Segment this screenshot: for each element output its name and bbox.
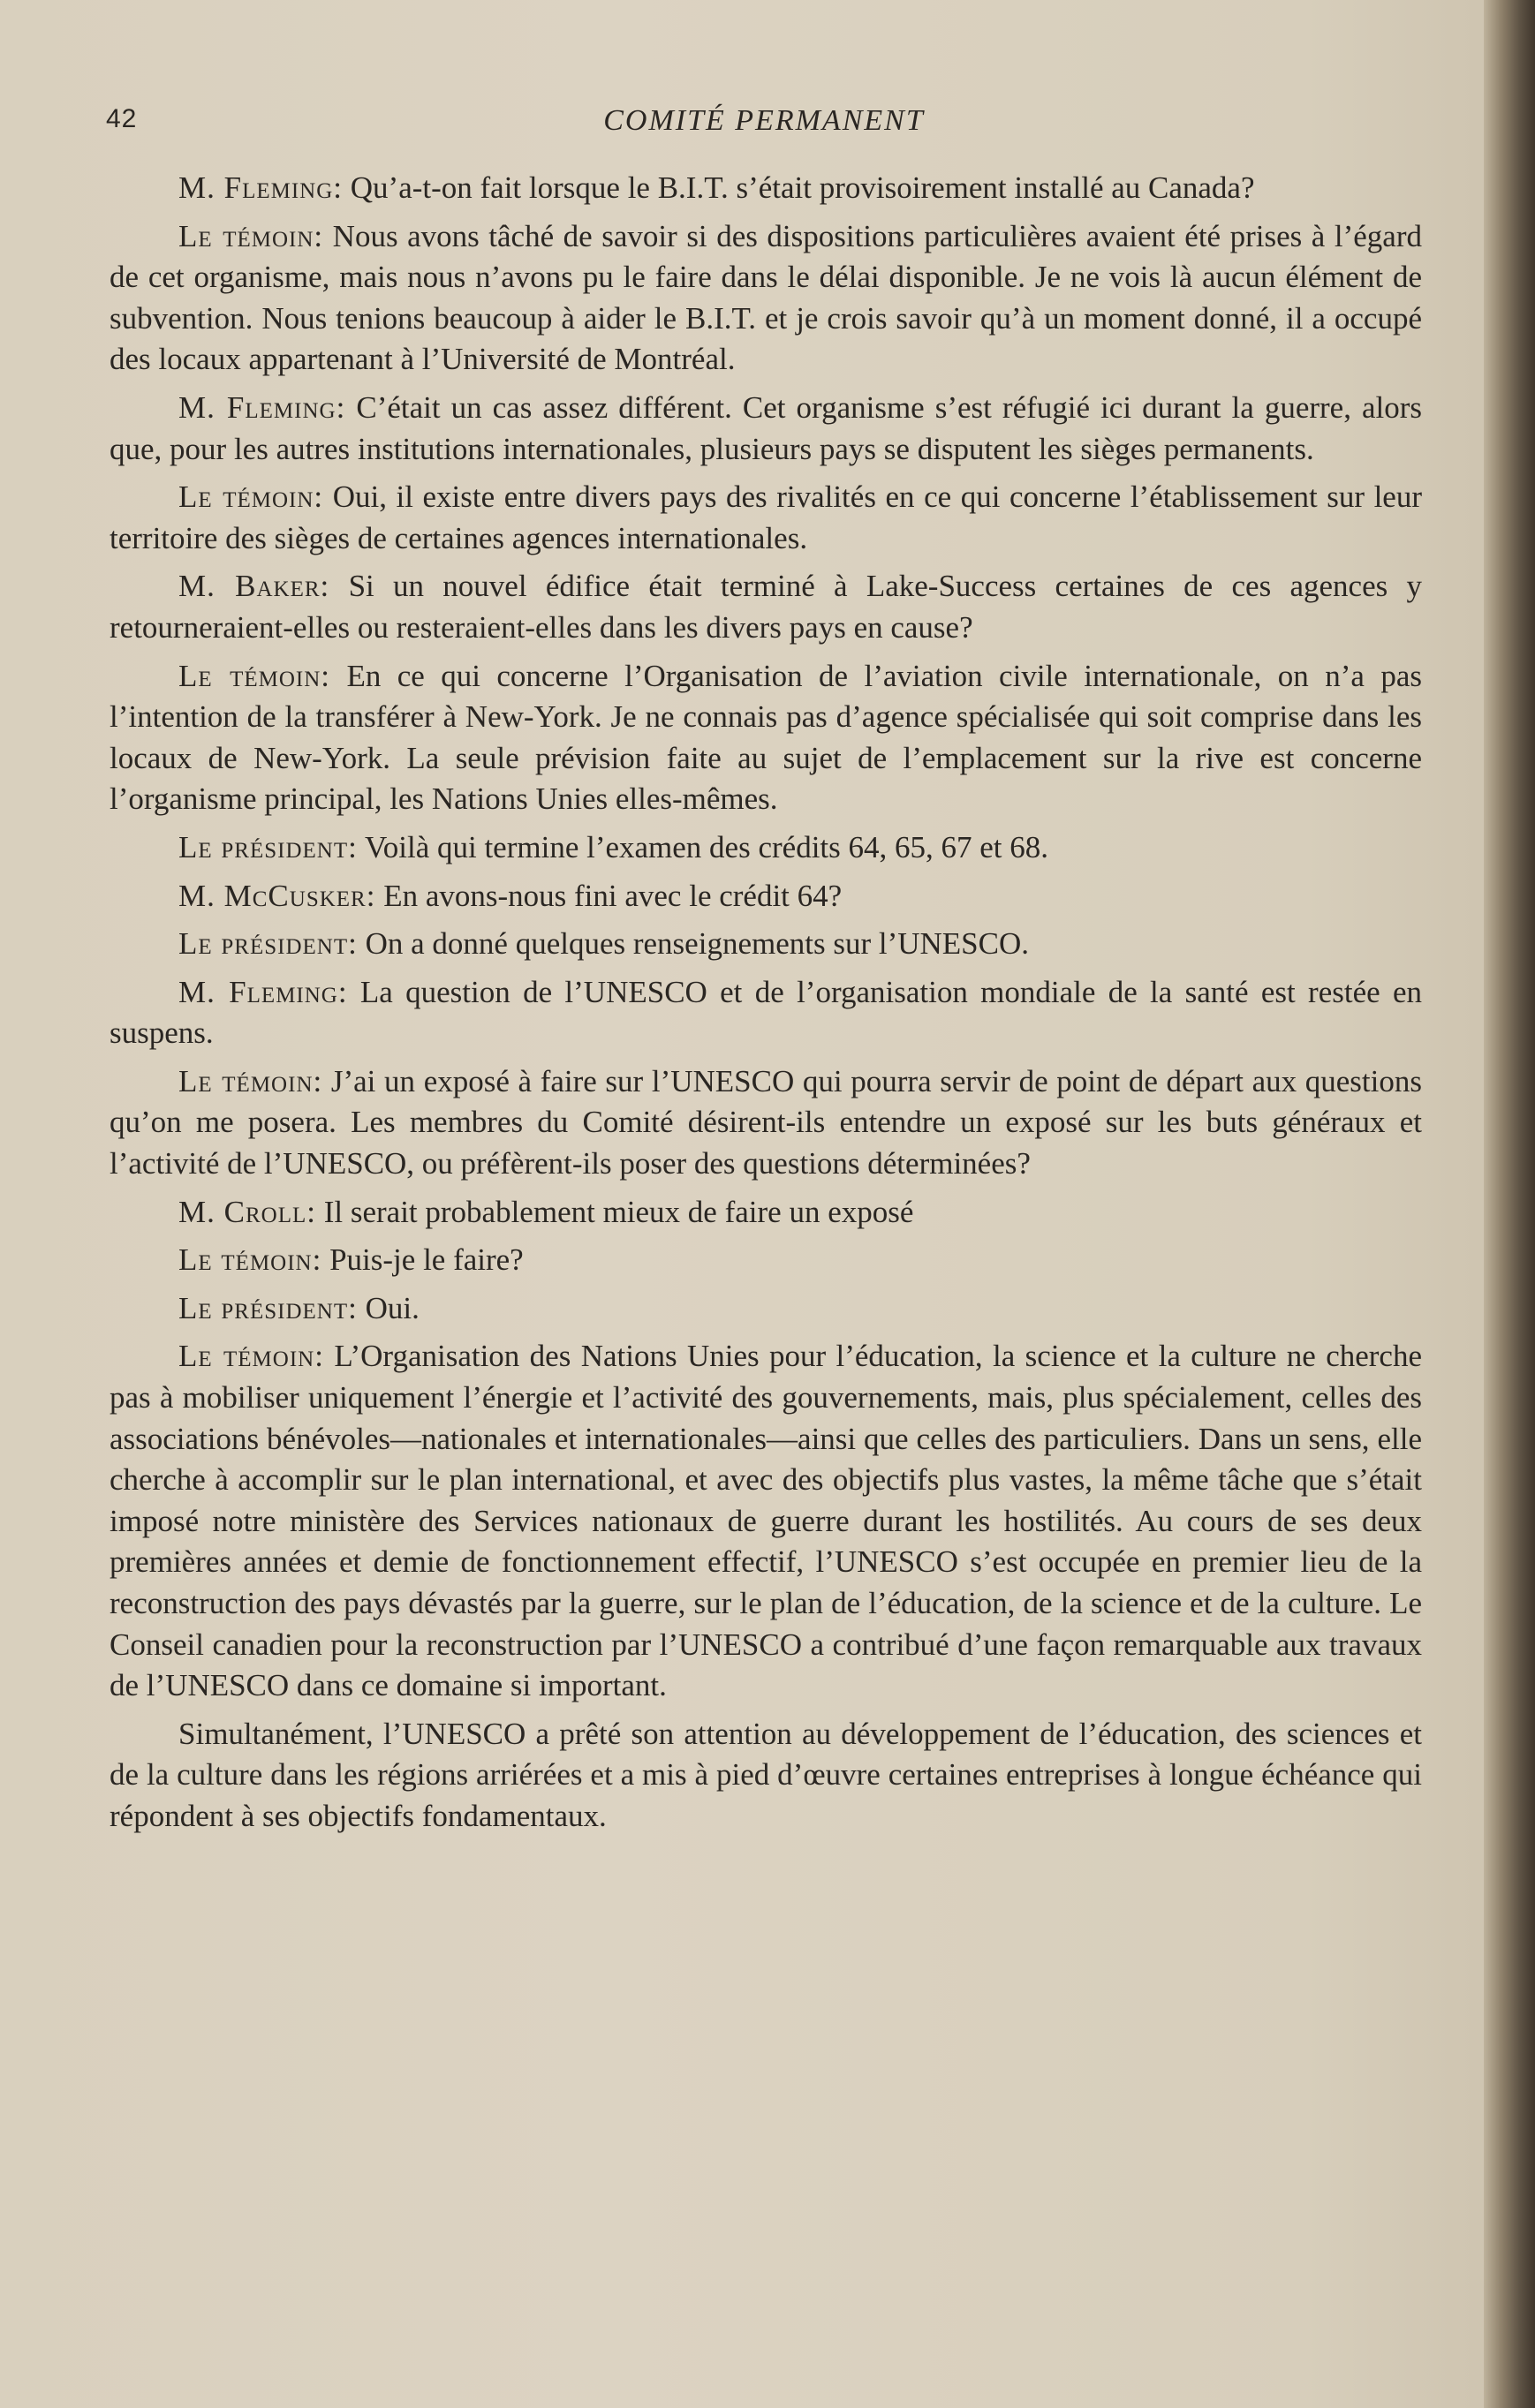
paragraph — [110, 566, 1422, 648]
paragraph-text: On a donné quelques renseignements sur l’UNESCO. — [365, 926, 1029, 962]
paragraph-text: C’était un cas assez différent. Cet organisme s’est réfugié ici durant la guerre, alors que, pour les autres institutions internationales, plusieurs pays se disputent les sièges permanents. — [110, 389, 1423, 466]
speaker-label: Le témoin: — [178, 1063, 323, 1098]
paragraph-text: Qu’a-t-on fait lorsque le B.I.T. s’était provisoirement installé au Canada? — [350, 170, 1255, 205]
paragraph-text: Oui, il existe entre divers pays des rivalités en ce qui concerne l’établissement sur leur territoire des sièges de certaines agences internationales. — [110, 479, 1422, 555]
paragraph — [110, 168, 1422, 209]
paragraph-text: Oui. — [365, 1290, 420, 1325]
page-number: 42 — [106, 104, 138, 133]
paragraph-text: Voilà qui termine l’examen des crédits 64, 65, 67 et 68. — [364, 829, 1049, 864]
paragraph-text: L’Organisation des Nations Unies pour l’éducation, la science et la culture ne cherche pas à mobiliser uniquement l’énergie et l’activité des gouvernements, mais, plus spécialement, celles des associations bénévoles—nationales et internationales—ainsi que celles des particuliers. Dans un sens, elle cherche à accomplir sur le plan international, et avec des objectifs plus vastes, la même tâche que s’était imposé notre ministère des Services nationaux de guerre durant les hostilités. Au cours de ses deux premières années et demie de fonctionnement effectif, l’UNESCO s’est occupée en premier lieu de la reconstruction des pays dévastés par la guerre, sur le plan de l’éducation, de la science et de la culture. Le Conseil canadien pour la reconstruction par l’UNESCO a contribué d’une façon remarquable aux travaux de l’UNESCO dans ce domaine si important. — [110, 1339, 1422, 1703]
paragraph-text: En ce qui concerne l’Organisation de l’aviation civile internationale, on n’a pas l’intention de la transférer à New-York. Je ne connais pas d’agence spécialisée qui soit comprise dans les locaux de New-York. La seule prévision faite au sujet de l’emplacement sur la rive est concerne l’organisme principal, les Nations Unies elles-mêmes. — [110, 658, 1422, 817]
paragraph — [110, 1192, 1422, 1234]
speaker-label: M. Fleming: — [178, 170, 344, 205]
paragraph-text: La question de l’UNESCO et de l’organisation mondiale de la santé est restée en suspens. — [110, 974, 1423, 1051]
paragraph — [110, 656, 1422, 820]
paragraph — [110, 1714, 1422, 1838]
speaker-label: M. Fleming: — [178, 389, 346, 425]
paragraph — [110, 876, 1422, 917]
speaker-label: Le président: — [178, 1290, 358, 1325]
paragraph — [110, 1288, 1422, 1330]
paragraph — [110, 1061, 1422, 1185]
speaker-label: M. Fleming: — [178, 974, 348, 1009]
book-binding-edge — [1484, 0, 1535, 2408]
speaker-label: Le témoin: — [178, 1339, 324, 1374]
paragraph-text: Si un nouvel édifice était terminé à Lake-Success certaines de ces agences y retourneraient-elles ou resteraient-elles dans les divers pays en cause? — [110, 569, 1423, 645]
paragraph-text: Simultanément, l’UNESCO a prêté son attention au développement de l’éducation, des sciences et de la culture dans les régions arriérées et a mis à pied d’œuvre certaines entreprises à longue échéance qui répondent à ses objectifs fondamentaux. — [110, 1716, 1422, 1833]
paragraph — [110, 388, 1422, 470]
speaker-label: M. McCusker: — [178, 878, 376, 913]
speaker-label: Le témoin: — [178, 479, 324, 515]
paragraph-text: Nous avons tâché de savoir si des dispositions particulières avaient été prises à l’égard de cet organisme, mais nous n’avons pu le faire dans le délai disponible. Je ne vois là aucun élément de subvention. Nous tenions beaucoup à aider le B.I.T. et je crois savoir qu’à un moment donné, il a occupé des locaux appartenant à l’Université de Montréal. — [110, 218, 1422, 377]
paragraph-text: Puis-je le faire? — [329, 1242, 524, 1278]
speaker-label: Le président: — [178, 926, 358, 962]
paragraph-text: En avons-nous fini avec le crédit 64? — [383, 878, 843, 913]
speaker-label: M. Croll: — [178, 1194, 316, 1229]
paragraph — [110, 924, 1422, 965]
paragraph — [110, 1336, 1422, 1706]
running-head: COMITÉ PERMANENT — [603, 104, 925, 137]
speaker-label: Le témoin: — [178, 218, 324, 253]
paragraph-text: Il serait probablement mieux de faire un exposé — [323, 1194, 914, 1229]
speaker-label: Le témoin: — [178, 658, 331, 693]
speaker-label: Le témoin: — [178, 1242, 322, 1278]
speaker-label: M. Baker: — [178, 569, 330, 604]
paragraph — [110, 216, 1422, 381]
page-header — [106, 104, 1422, 148]
paragraph-text: J’ai un exposé à faire sur l’UNESCO qui pourra servir de point de départ aux questions qu’on me posera. Les membres du Comité désirent-ils entendre un exposé sur les buts généraux et l’activité de l’UNESCO, ou préfèrent-ils poser des questions déterminées? — [110, 1063, 1422, 1181]
paragraph — [110, 477, 1422, 559]
speaker-label: Le président: — [178, 829, 358, 864]
paragraph — [110, 1240, 1422, 1281]
paragraph — [110, 972, 1422, 1054]
transcript-body — [110, 168, 1422, 1845]
paragraph — [110, 827, 1422, 869]
